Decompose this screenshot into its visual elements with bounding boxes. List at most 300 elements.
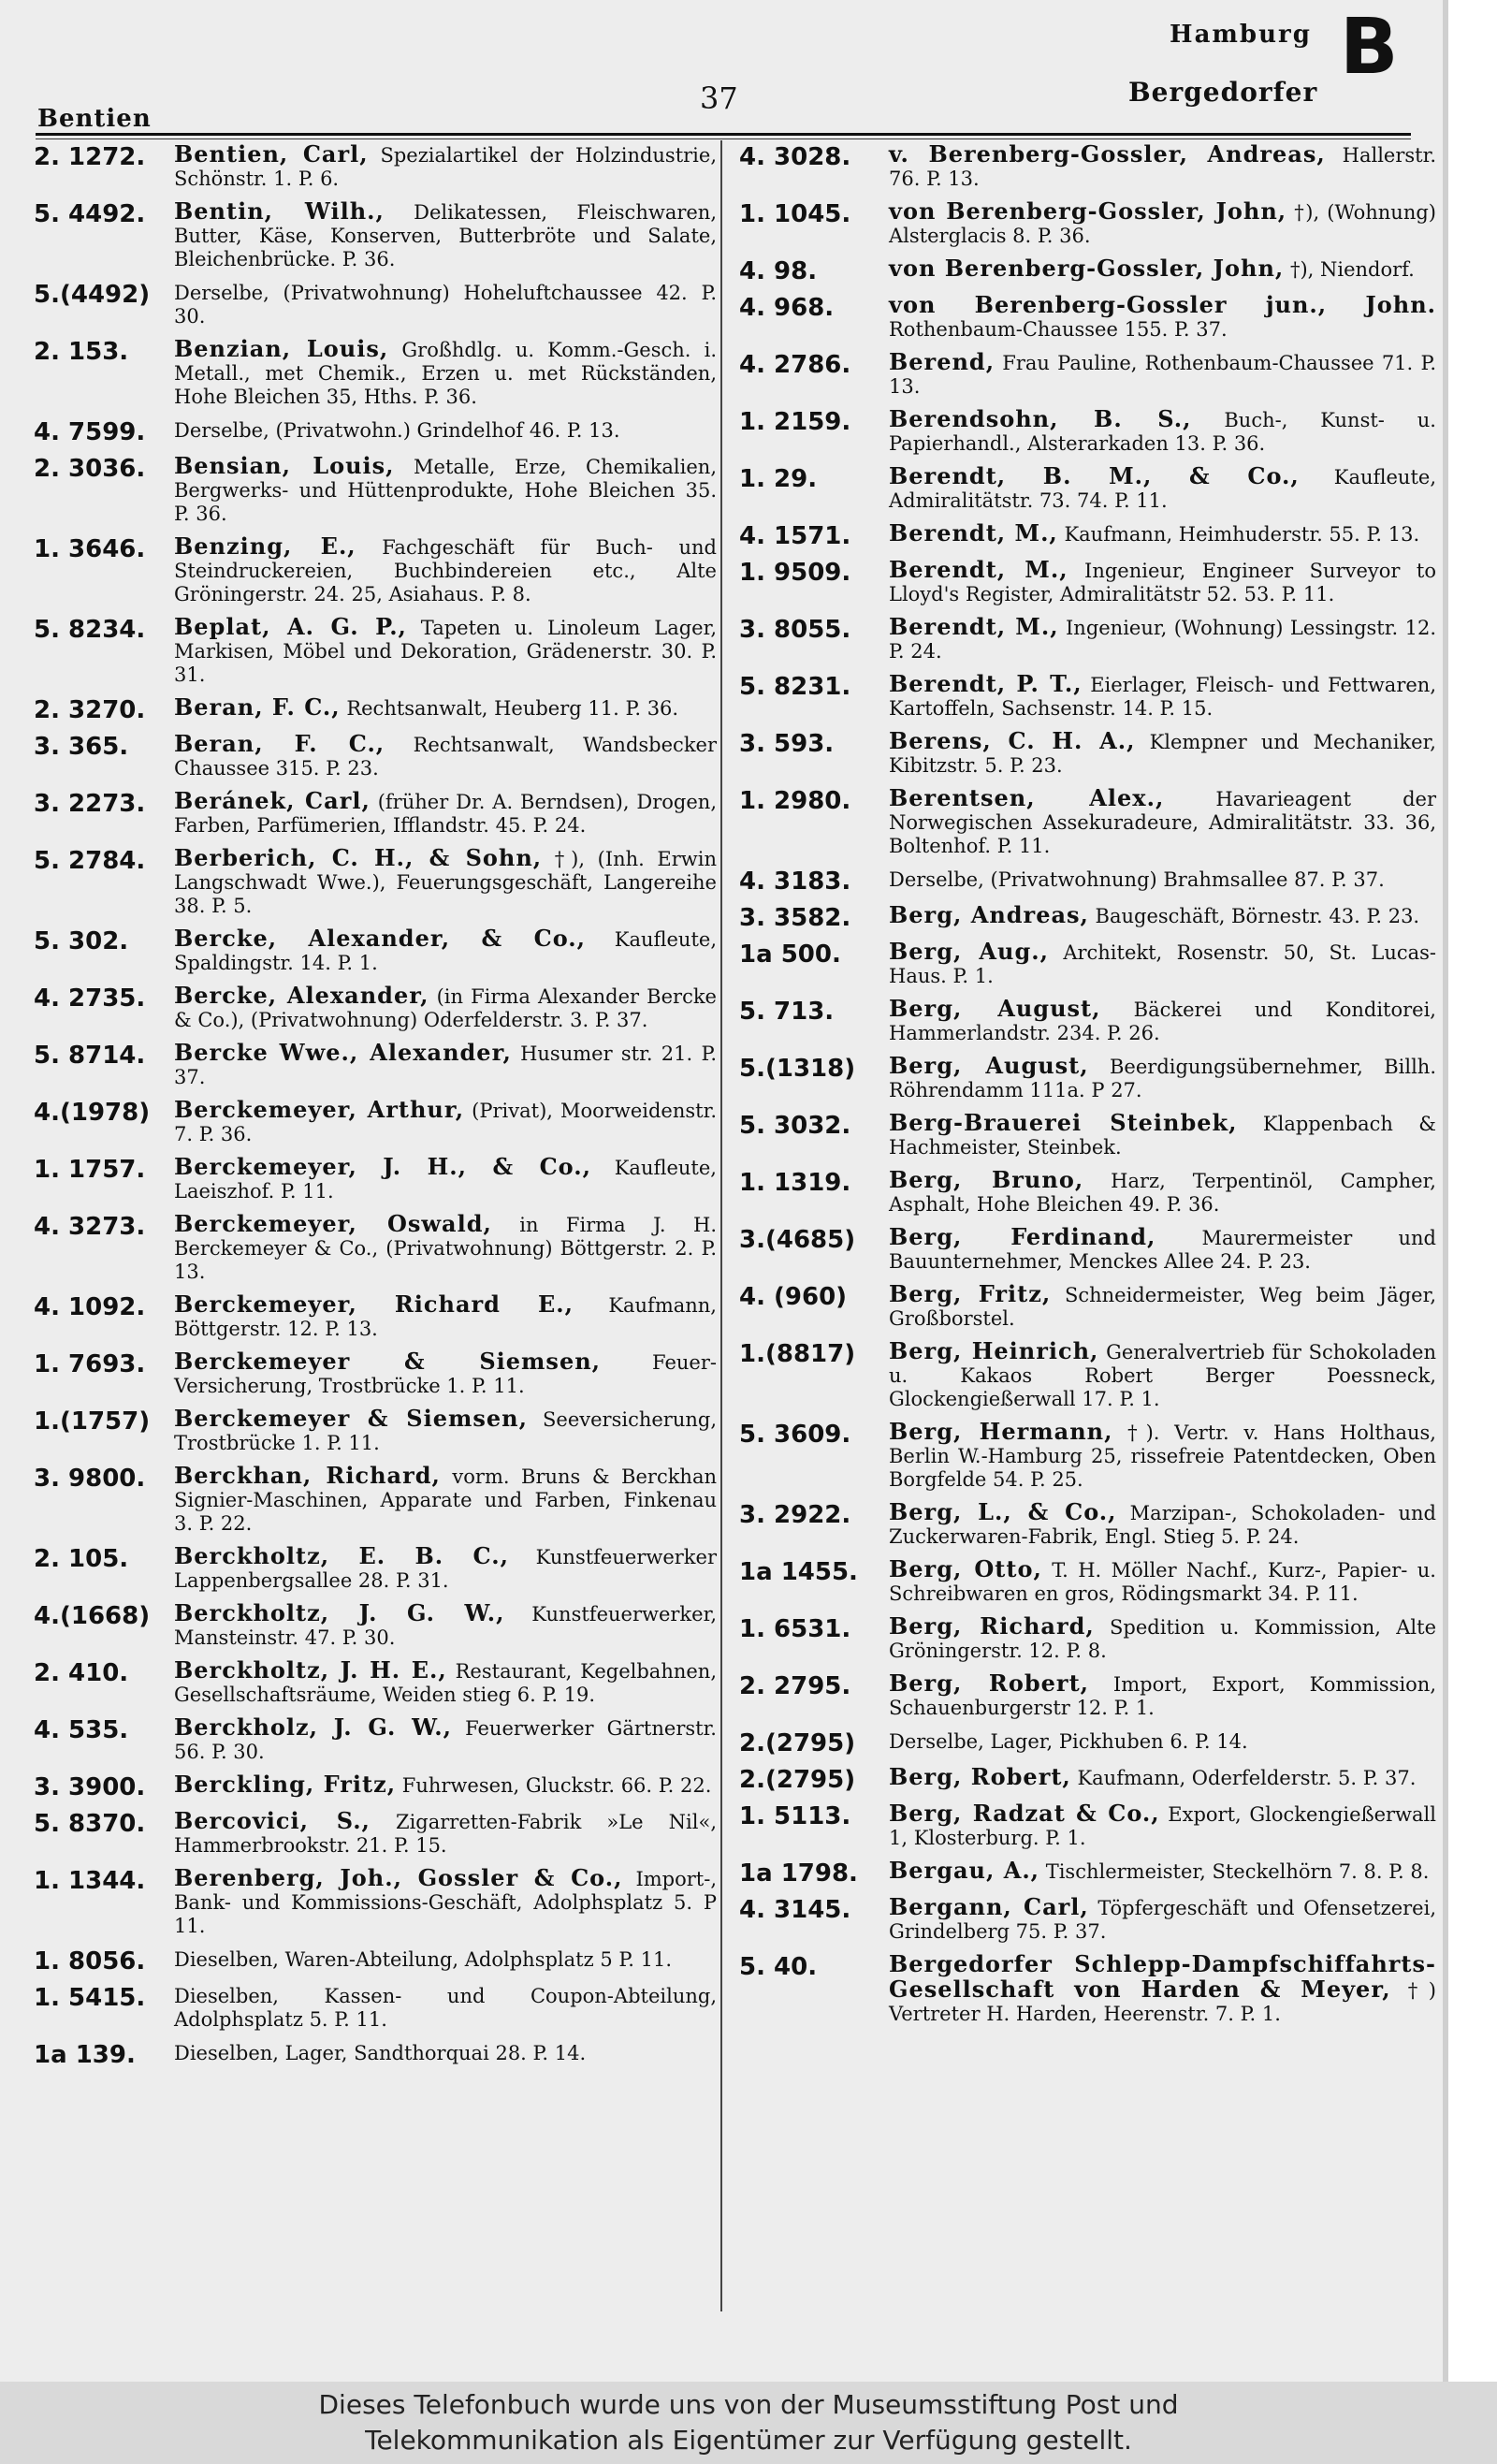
subscriber-name: Berendt, B. M., & Co., xyxy=(889,462,1300,489)
entry-text xyxy=(174,199,717,271)
directory-entry xyxy=(34,337,717,409)
subscriber-details: (Privat), Moorweidenstr. 7. P. 36. xyxy=(174,1100,717,1145)
entry-text xyxy=(174,1983,717,2032)
subscriber-name: Berendt, M., xyxy=(889,613,1059,640)
phone-number: 2. 153. xyxy=(34,338,129,366)
entry-text xyxy=(889,1895,1436,1944)
phone-number: 4. 3028. xyxy=(739,143,851,171)
subscriber-name: Berg, Robert, xyxy=(889,1669,1090,1697)
phone-number: 1. 5113. xyxy=(739,1802,851,1830)
directory-entry xyxy=(739,1168,1436,1217)
entry-text xyxy=(174,1407,717,1455)
subscriber-details: Töpfergeschäft und Ofensetzerei, Grindelberg 75. P. 37. xyxy=(889,1897,1436,1943)
entry-text xyxy=(174,1292,717,1341)
running-head-city: Hamburg xyxy=(1170,21,1312,49)
subscriber-details: †). Vertr. v. Hans Holthaus, Berlin W.-Hamburg 25, rissefreie Patentdecken, Oben Borgfelde 54. P. 25. xyxy=(889,1422,1436,1491)
entry-text xyxy=(174,695,717,721)
directory-entry xyxy=(34,280,717,328)
directory-entry xyxy=(34,1155,717,1203)
entry-text xyxy=(889,350,1436,399)
phone-number: 5. 302. xyxy=(34,927,129,955)
subscriber-details: Feuer-Versicherung, Trostbrücke 1. P. 11. xyxy=(174,1351,717,1397)
subscriber-name: Bercovici, S., xyxy=(174,1807,371,1834)
subscriber-details: Hallerstr. 76. P. 13. xyxy=(889,144,1436,190)
phone-number: 5. 8370. xyxy=(34,1810,146,1838)
subscriber-details: Kunstfeuerwerker, Mansteinstr. 47. P. 30. xyxy=(174,1603,717,1649)
subscriber-details: Architekt, Rosenstr. 50, St. Lucas-Haus. P. 1. xyxy=(889,941,1436,987)
phone-number: 4. 968. xyxy=(739,294,835,322)
directory-entry xyxy=(34,1809,717,1858)
footer-line-2: Telekommunikation als Eigentümer zur Verfügung gestellt. xyxy=(365,2425,1132,2456)
section-letter: B xyxy=(1340,3,1399,92)
subscriber-name: Berckling, Fritz, xyxy=(174,1771,397,1798)
entry-text xyxy=(174,1041,717,1089)
subscriber-details: Derselbe, (Privatwohnung) Hoheluftchaussee 42. P. 30. xyxy=(174,282,717,328)
entry-text xyxy=(174,984,717,1032)
entry-text xyxy=(889,1282,1436,1331)
entry-text xyxy=(889,464,1436,513)
subscriber-name: Berend, xyxy=(889,348,996,375)
phone-number: 1a 1455. xyxy=(739,1558,858,1586)
entry-text xyxy=(174,337,717,409)
phone-number: 1. 9509. xyxy=(739,559,851,587)
phone-number: 1a 139. xyxy=(34,2041,136,2069)
subscriber-name: Berenberg, Joh., Gossler & Co., xyxy=(174,1864,623,1891)
directory-entry xyxy=(739,867,1436,895)
subscriber-name: Beplat, A. G. P., xyxy=(174,613,407,640)
entry-text xyxy=(889,199,1436,248)
phone-number: 4. 2735. xyxy=(34,984,146,1013)
phone-number: 2. 3036. xyxy=(34,455,146,483)
directory-entry xyxy=(739,142,1436,191)
subscriber-details: †), Niendorf. xyxy=(1284,258,1415,281)
entry-text xyxy=(889,1339,1436,1411)
subscriber-name: Berg, Heinrich, xyxy=(889,1337,1099,1364)
entry-text xyxy=(889,1614,1436,1663)
phone-number: 5. 8231. xyxy=(739,673,851,701)
entry-text xyxy=(889,940,1436,988)
subscriber-name: Berckholz, J. G. W., xyxy=(174,1713,452,1741)
directory-entry xyxy=(739,903,1436,931)
entry-text xyxy=(174,1946,717,1972)
entry-text xyxy=(889,903,1436,928)
subscriber-details: Import-, Bank- und Kommissions-Geschäft, Adolphsplatz 5. P 11. xyxy=(174,1868,717,1937)
entry-text xyxy=(174,1715,717,1764)
entry-text xyxy=(889,1500,1436,1549)
subscriber-details: Feuerwerker Gärtnerstr. 56. P. 30. xyxy=(174,1717,717,1763)
directory-entry xyxy=(34,1041,717,1089)
subscriber-name: Berckholtz, E. B. C., xyxy=(174,1542,509,1569)
subscriber-name: Berckemeyer & Siemsen, xyxy=(174,1405,528,1432)
entry-text xyxy=(174,1155,717,1203)
directory-entry xyxy=(34,1407,717,1455)
entry-text xyxy=(889,1671,1436,1720)
entry-text xyxy=(889,1557,1436,1606)
phone-number: 1. 5415. xyxy=(34,1984,146,2012)
directory-entry xyxy=(739,407,1436,456)
entry-text xyxy=(174,280,717,328)
directory-entry xyxy=(739,1614,1436,1663)
directory-entry xyxy=(739,464,1436,513)
directory-entry xyxy=(34,1946,717,1975)
directory-entry xyxy=(739,729,1436,778)
phone-number: 4. 1092. xyxy=(34,1293,146,1321)
directory-entry xyxy=(34,534,717,606)
subscriber-name: Bentin, Wilh., xyxy=(174,197,385,225)
phone-number: 4. 2786. xyxy=(739,351,851,379)
footer-notice xyxy=(0,2382,1497,2464)
subscriber-name: Berens, C. H. A., xyxy=(889,727,1136,754)
directory-entry xyxy=(739,256,1436,284)
subscriber-name: Berendt, M., xyxy=(889,556,1068,583)
phone-number: 1a 500. xyxy=(739,940,841,969)
directory-entry xyxy=(34,1349,717,1398)
subscriber-details: Dieselben, Kassen- und Coupon-Abteilung, Adolphsplatz 5. P. 11. xyxy=(174,1985,717,2031)
entry-text xyxy=(889,1111,1436,1159)
running-head-right: Bergedorfer xyxy=(1128,77,1318,108)
phone-number: 4. 98. xyxy=(739,257,818,285)
footer-line-1: Dieses Telefonbuch wurde uns von der Museumsstiftung Post und xyxy=(318,2389,1179,2420)
subscriber-details: Kaufmann, Böttgerstr. 12. P. 13. xyxy=(174,1294,717,1340)
subscriber-details: Eierlager, Fleisch- und Fettwaren, Kartoffeln, Sachsenstr. 14. P. 15. xyxy=(889,674,1436,720)
phone-number: 1. 1045. xyxy=(739,200,851,228)
directory-entry xyxy=(739,1339,1436,1411)
subscriber-name: Berg, August, xyxy=(889,1052,1089,1079)
phone-number: 5. 3032. xyxy=(739,1112,851,1140)
phone-number: 1. 7693. xyxy=(34,1350,146,1378)
entry-text xyxy=(174,454,717,526)
subscriber-details: Großhdlg. u. Komm.-Gesch. i. Metall., met Chemik., Erzen u. met Rückständen, Hohe Bleichen 35, Hths. P. 36. xyxy=(174,339,717,408)
subscriber-details: Buch-, Kunst- u. Papierhandl., Alsterarkaden 13. P. 36. xyxy=(889,409,1436,455)
entry-text xyxy=(174,1601,717,1650)
phone-number: 5. 40. xyxy=(739,1953,818,1981)
entry-text xyxy=(174,1349,717,1398)
subscriber-name: Berendt, M., xyxy=(889,519,1058,547)
directory-entry xyxy=(739,1859,1436,1887)
subscriber-details: Spedition u. Kommission, Alte Gröningerstr. 12. P. 8. xyxy=(889,1616,1437,1662)
subscriber-details: Baugeschäft, Börnestr. 43. P. 23. xyxy=(1088,905,1420,927)
subscriber-name: Berckemeyer, J. H., & Co., xyxy=(174,1153,591,1180)
directory-entry xyxy=(739,1420,1436,1492)
directory-entry xyxy=(739,521,1436,549)
entry-text xyxy=(174,789,717,838)
subscriber-name: Berg, Otto, xyxy=(889,1555,1042,1582)
subscriber-name: Bergau, A., xyxy=(889,1857,1040,1884)
directory-entry xyxy=(739,1111,1436,1159)
subscriber-name: Berckemeyer, Arthur, xyxy=(174,1096,465,1123)
entry-text xyxy=(174,1658,717,1707)
directory-entry xyxy=(739,1728,1436,1757)
subscriber-details: Derselbe, (Privatwohnung) Brahmsallee 87. P. 37. xyxy=(889,868,1385,891)
subscriber-name: Beran, F. C., xyxy=(174,730,385,757)
subscriber-name: Berg, Robert, xyxy=(889,1763,1071,1790)
phone-number: 3. 3582. xyxy=(739,904,851,932)
subscriber-details: Rechtsanwalt, Wandsbecker Chaussee 315. P. 23. xyxy=(174,734,718,780)
entry-text xyxy=(889,256,1436,282)
phone-number: 5. 2784. xyxy=(34,847,146,875)
directory-entry xyxy=(34,417,717,445)
entry-text xyxy=(174,615,717,687)
subscriber-name: Bentien, Carl, xyxy=(174,140,369,168)
phone-number: 1a 1798. xyxy=(739,1859,858,1888)
subscriber-details: (früher Dr. A. Berndsen), Drogen, Farben, Parfümerien, Ifflandstr. 45. P. 24. xyxy=(174,791,717,837)
subscriber-details: Maurermeister und Bauunternehmer, Menckes Allee 24. P. 23. xyxy=(889,1227,1436,1273)
subscriber-details: Rothenbaum-Chaussee 155. P. 37. xyxy=(889,318,1228,341)
entry-text xyxy=(174,846,717,918)
subscriber-details: Havarieagent der Norwegischen Assekuradeure, Admiralitätstr. 33. 36, Boltenhof. P. 11. xyxy=(889,788,1436,857)
entry-text xyxy=(889,1420,1436,1492)
entry-text xyxy=(889,558,1436,606)
subscriber-details: Rechtsanwalt, Heuberg 11. P. 36. xyxy=(340,697,679,720)
entry-text xyxy=(889,521,1436,547)
phone-number: 1. 8056. xyxy=(34,1947,146,1976)
entry-text xyxy=(889,615,1436,663)
entry-text xyxy=(174,1772,717,1798)
directory-entry xyxy=(34,984,717,1032)
subscriber-name: Berendsohn, B. S., xyxy=(889,405,1192,432)
subscriber-name: Benzian, Louis, xyxy=(174,335,389,362)
entry-text xyxy=(174,534,717,606)
subscriber-details: Generalvertrieb für Schokoladen u. Kakaos Robert Berger Poessneck, Glockengießerwall 17. P. 1. xyxy=(889,1341,1436,1410)
directory-entry xyxy=(34,1658,717,1707)
subscriber-details: Fuhrwesen, Gluckstr. 66. P. 22. xyxy=(396,1774,712,1797)
subscriber-name: v. Berenberg-Gossler, Andreas, xyxy=(889,140,1326,168)
subscriber-details: †), (Wohnung) Alsterglacis 8. P. 36. xyxy=(889,201,1436,247)
directory-entry xyxy=(739,1054,1436,1102)
directory-entry xyxy=(34,1601,717,1650)
subscriber-details: Spezialartikel der Holzindustrie, Schönstr. 1. P. 6. xyxy=(174,144,718,190)
subscriber-name: von Berenberg-Gossler, John, xyxy=(889,255,1285,282)
subscriber-details: Kaufleute, Spaldingstr. 14. P. 1. xyxy=(174,928,717,974)
subscriber-details: Kaufleute, Admiralitätstr. 73. 74. P. 11. xyxy=(889,466,1436,512)
directory-entry xyxy=(739,1225,1436,1274)
phone-number: 5. 713. xyxy=(739,998,835,1026)
subscriber-name: Bergann, Carl, xyxy=(889,1893,1089,1920)
subscriber-details: Kaufmann, Oderfelderstr. 5. P. 37. xyxy=(1070,1767,1417,1789)
running-head-left: Bentien xyxy=(37,105,152,133)
entry-text xyxy=(174,417,717,443)
phone-number: 3. 365. xyxy=(34,733,129,761)
subscriber-name: Berg, Andreas, xyxy=(889,901,1089,928)
subscriber-details: Import, Export, Kommission, Schauenburgerstr 12. P. 1. xyxy=(889,1673,1437,1719)
subscriber-name: Beránek, Carl, xyxy=(174,787,371,814)
subscriber-name: Bercke Wwe., Alexander, xyxy=(174,1039,512,1066)
entry-text xyxy=(174,926,717,975)
entry-text xyxy=(889,1168,1436,1217)
phone-number: 3. 2273. xyxy=(34,790,146,818)
entry-text xyxy=(174,1464,717,1536)
phone-number: 4.(1668) xyxy=(34,1602,151,1630)
subscriber-name: von Berenberg-Gossler, John, xyxy=(889,197,1287,225)
right-column xyxy=(739,142,1436,2034)
subscriber-name: Benzing, E., xyxy=(174,532,356,560)
subscriber-details: Frau Pauline, Rothenbaum-Chaussee 71. P. 13. xyxy=(889,352,1436,398)
entry-text xyxy=(889,142,1436,191)
subscriber-details: Husumer str. 21. P. 37. xyxy=(174,1042,717,1088)
subscriber-details: Marzipan-, Schokoladen- und Zuckerwaren-Fabrik, Engl. Stieg 5. P. 24. xyxy=(889,1502,1436,1548)
subscriber-name: Beran, F. C., xyxy=(174,693,341,721)
subscriber-details: Seeversicherung, Trostbrücke 1. P. 11. xyxy=(174,1408,717,1454)
subscriber-name: Berckemeyer & Siemsen, xyxy=(174,1348,602,1375)
directory-entry xyxy=(34,1212,717,1284)
directory-entry xyxy=(739,1500,1436,1549)
subscriber-name: Berckholtz, J. H. E., xyxy=(174,1656,447,1684)
entry-text xyxy=(889,1859,1436,1884)
subscriber-details: Bäckerei und Konditorei, Hammerlandstr. 234. P. 26. xyxy=(889,999,1436,1044)
directory-entry xyxy=(34,695,717,723)
entry-text xyxy=(174,2040,717,2065)
subscriber-name: Bensian, Louis, xyxy=(174,452,395,479)
page-number: 37 xyxy=(700,80,738,116)
subscriber-details: Zigarretten-Fabrik »Le Nil«, Hammerbrookstr. 21. P. 15. xyxy=(174,1811,717,1857)
subscriber-details: Fachgeschäft für Buch- und Steindruckereien, Buchbindereien etc., Alte Gröningerstr. 24. 25, Asiahaus. P. 8. xyxy=(174,536,717,605)
subscriber-details: †) Vertreter H. Harden, Heerenstr. 7. P. 1. xyxy=(889,1979,1436,2025)
directory-entry xyxy=(739,1895,1436,1944)
phone-number: 3. 2922. xyxy=(739,1501,851,1529)
entry-text xyxy=(174,1544,717,1593)
entry-text xyxy=(889,867,1436,892)
phone-number: 3. 9800. xyxy=(34,1465,146,1493)
directory-entry xyxy=(739,1282,1436,1331)
phone-number: 2. 3270. xyxy=(34,696,146,724)
subscriber-name: Berckhan, Richard, xyxy=(174,1462,441,1489)
directory-entry xyxy=(739,940,1436,988)
phone-number: 1. 2980. xyxy=(739,787,851,815)
phone-number: 4. 3145. xyxy=(739,1896,851,1924)
phone-number: 3. 8055. xyxy=(739,616,851,644)
directory-entry xyxy=(739,350,1436,399)
subscriber-details: in Firma J. H. Berckemeyer & Co., (Privatwohnung) Böttgerstr. 2. P. 13. xyxy=(174,1214,717,1283)
directory-entry xyxy=(739,786,1436,858)
subscriber-details: Ingenieur, (Wohnung) Lessingstr. 12. P. 24. xyxy=(889,617,1436,663)
entry-text xyxy=(889,293,1436,342)
phone-number: 5.(4492) xyxy=(34,281,151,309)
directory-entry xyxy=(34,926,717,975)
directory-entry xyxy=(739,199,1436,248)
subscriber-details: T. H. Möller Nachf., Kurz-, Papier- u. Schreibwaren en gros, Rödingsmarkt 34. P. 11. xyxy=(889,1559,1436,1605)
phone-number: 5. 3609. xyxy=(739,1421,851,1449)
directory-entry xyxy=(34,2040,717,2068)
directory-entry xyxy=(739,1801,1436,1850)
directory-entry xyxy=(34,1772,717,1801)
entry-text xyxy=(889,1952,1436,2026)
entry-text xyxy=(174,732,717,780)
subscriber-name: Berendt, P. T., xyxy=(889,670,1083,697)
entry-text xyxy=(174,1866,717,1938)
directory-entry xyxy=(739,1765,1436,1793)
directory-entry xyxy=(739,672,1436,721)
phone-number: 3.(4685) xyxy=(739,1226,856,1254)
directory-entry xyxy=(739,293,1436,342)
directory-entry xyxy=(739,997,1436,1045)
subscriber-name: Berg, Aug., xyxy=(889,938,1049,965)
entry-text xyxy=(889,1801,1436,1850)
entry-text xyxy=(889,786,1436,858)
subscriber-name: Berg, Bruno, xyxy=(889,1166,1084,1193)
subscriber-details: Dieselben, Lager, Sandthorquai 28. P. 14. xyxy=(174,2042,587,2064)
subscriber-details: vorm. Bruns & Berckhan Signier-Maschinen, Apparate und Farben, Finkenau 3. P. 22. xyxy=(174,1465,717,1535)
directory-entry xyxy=(34,454,717,526)
entry-text xyxy=(889,729,1436,778)
subscriber-details: Schneidermeister, Weg beim Jäger, Großborstel. xyxy=(889,1284,1436,1330)
directory-entry xyxy=(739,615,1436,663)
header-rule xyxy=(36,133,1411,136)
directory-entry xyxy=(34,1544,717,1593)
subscriber-name: Berckemeyer, Richard E., xyxy=(174,1290,574,1318)
phone-number: 1. 6531. xyxy=(739,1615,851,1643)
subscriber-name: Berg, August, xyxy=(889,995,1101,1022)
directory-entry xyxy=(34,1292,717,1341)
subscriber-name: Berckemeyer, Oswald, xyxy=(174,1210,492,1237)
phone-number: 5.(1318) xyxy=(739,1055,856,1083)
subscriber-details: Metalle, Erze, Chemikalien, Bergwerks- und Hüttenprodukte, Hohe Bleichen 35. P. 36. xyxy=(174,456,717,525)
phone-number: 1.(8817) xyxy=(739,1340,856,1368)
subscriber-details: †), (Inh. Erwin Langschwadt Wwe.), Feuerungsgeschäft, Langereihe 38. P. 5. xyxy=(174,848,717,917)
subscriber-name: Berg-Brauerei Steinbek, xyxy=(889,1109,1238,1136)
column-divider xyxy=(720,140,722,2311)
subscriber-name: Berentsen, Alex., xyxy=(889,784,1165,811)
directory-entry xyxy=(34,789,717,838)
phone-number: 1. 2159. xyxy=(739,408,851,436)
phone-number: 4. 7599. xyxy=(34,418,146,446)
entry-text xyxy=(889,1054,1436,1102)
subscriber-details: Tapeten u. Linoleum Lager, Markisen, Möbel und Dekoration, Grädenerstr. 30. P. 31. xyxy=(174,617,717,686)
directory-entry xyxy=(739,1557,1436,1606)
phone-number: 5. 8234. xyxy=(34,616,146,644)
phone-number: 2.(2795) xyxy=(739,1766,856,1794)
subscriber-name: Berg, Ferdinand, xyxy=(889,1223,1156,1250)
subscriber-name: Bergedorfer Schlepp-Dampfschiffahrts-Gesellschaft von Harden & Meyer, xyxy=(889,1950,1436,2003)
directory-entry xyxy=(34,199,717,271)
phone-number: 4. (960) xyxy=(739,1283,848,1311)
phone-number: 2. 1272. xyxy=(34,143,146,171)
directory-entry xyxy=(34,732,717,780)
subscriber-details: Ingenieur, Engineer Surveyor to Lloyd's Register, Admiralitätstr 52. 53. P. 11. xyxy=(889,560,1436,605)
entry-text xyxy=(889,672,1436,721)
subscriber-details: (in Firma Alexander Bercke & Co.), (Privatwohnung) Oderfelderstr. 3. P. 37. xyxy=(174,985,717,1031)
subscriber-details: Beerdigungsübernehmer, Billh. Röhrendamm 111a. P 27. xyxy=(889,1056,1436,1101)
directory-entry xyxy=(34,1098,717,1146)
directory-entry xyxy=(739,1952,1436,2026)
phone-number: 5. 4492. xyxy=(34,200,146,228)
directory-entry xyxy=(34,1866,717,1938)
directory-entry xyxy=(34,1983,717,2032)
phone-number: 1. 3646. xyxy=(34,535,146,563)
subscriber-details: Tischlermeister, Steckelhörn 7. 8. P. 8. xyxy=(1039,1860,1430,1883)
phone-number: 4. 535. xyxy=(34,1716,129,1744)
subscriber-details: Kaufleute, Laeiszhof. P. 11. xyxy=(174,1157,717,1203)
subscriber-name: Berg, Richard, xyxy=(889,1612,1095,1640)
phone-number: 2.(2795) xyxy=(739,1729,856,1757)
directory-entry xyxy=(34,1715,717,1764)
subscriber-name: Berg, Fritz, xyxy=(889,1280,1052,1307)
entry-text xyxy=(889,407,1436,456)
subscriber-name: von Berenberg-Gossler jun., John. xyxy=(889,291,1436,318)
entry-text xyxy=(174,142,717,191)
entry-text xyxy=(174,1098,717,1146)
directory-entry xyxy=(739,1671,1436,1720)
directory-entry xyxy=(34,846,717,918)
subscriber-details: Derselbe, (Privatwohn.) Grindelhof 46. P. 13. xyxy=(174,419,620,442)
phone-number: 1. 1344. xyxy=(34,1867,146,1895)
phone-number: 1. 1757. xyxy=(34,1156,146,1184)
entry-text xyxy=(174,1809,717,1858)
phone-number: 2. 410. xyxy=(34,1659,129,1687)
subscriber-details: Klappenbach & Hachmeister, Steinbek. xyxy=(889,1113,1436,1159)
directory-entry xyxy=(34,1464,717,1536)
subscriber-details: Delikatessen, Fleischwaren, Butter, Käse, Konserven, Butterbröte und Salate, Bleichenbrücke. P. 36. xyxy=(174,201,718,270)
subscriber-details: Restaurant, Kegelbahnen, Gesellschaftsräume, Weiden stieg 6. P. 19. xyxy=(174,1660,717,1706)
